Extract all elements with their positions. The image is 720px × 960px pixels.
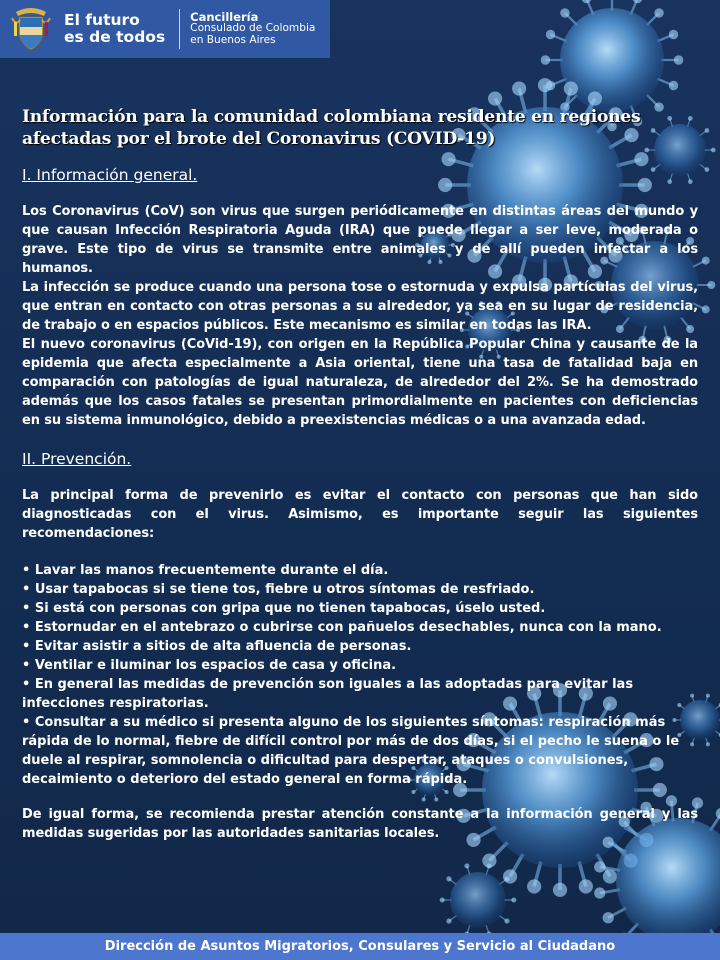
org-sub-1: Consulado de Colombia: [190, 22, 316, 35]
footer-bar: [0, 933, 720, 960]
list-item: • Lavar las manos frecuentemente durante el día.: [22, 563, 389, 578]
list-item: • Evitar asistir a sitios de alta afluencia de personas.: [22, 639, 412, 654]
header-divider: [179, 9, 180, 49]
main-content: [22, 106, 698, 843]
recommendations-list: [22, 561, 698, 789]
list-item: • Estornudar en el antebrazo o cubrirse con pañuelos desechables, nunca con la mano.: [22, 620, 662, 635]
list-item: • Usar tapabocas si se tiene tos, fiebre u otros síntomas de resfriado.: [22, 582, 535, 597]
footer-text: Dirección de Asuntos Migratorios, Consulares y Servicio al Ciudadano: [104, 939, 616, 954]
list-item: • Consultar a su médico si presenta alguno de los siguientes síntomas: respiración más rápida de lo normal, fiebre de difícil control por más de dos días, si el pecho le suena o le duele al respirar, somnolencia o dificultad para despertar, ataques o convulsiones, decaimiento o deterioro del estado general en forma rápida.: [22, 715, 680, 787]
org-sub-2: en Buenos Aires: [190, 33, 276, 46]
section-heading-general: I. Información general.: [22, 166, 198, 184]
motto-line-2: es de todos: [64, 28, 166, 46]
paragraph: Los Coronavirus (CoV) son virus que surgen periódicamente en distintas áreas del mundo y que causan Infección Respiratoria Aguda (IRA) que puede llegar a ser leve, moderada o grave. Este tipo de virus se transmite entre animales y de allí pueden infectar a los humanos.: [22, 204, 698, 276]
page-title: Información para la comunidad colombiana residente en regiones afectadas por el brote del Coronavirus (COVID-19): [22, 107, 641, 149]
list-item: • Si está con personas con gripa que no tienen tapabocas, úselo usted.: [22, 601, 546, 616]
paragraph: El nuevo coronavirus (CoVid-19), con origen en la República Popular China y causante de la epidemia que afecta especialmente a Asia oriental, tiene una tasa de fatalidad baja en comparación con patologías de igual naturaleza, de alrededor del 2%. Se ha demostrado además que los casos fatales se presentan primordialmente en pacientes con deficiencias en su sistema inmunológico, debido a preexistencias médicas o a una avanzada edad.: [22, 337, 698, 428]
header-bar: [0, 0, 330, 58]
motto-line-1: El futuro: [64, 11, 140, 29]
prevention-intro: La principal forma de prevenirlo es evitar el contacto con personas que han sido diagnosticadas con el virus. Asimismo, es importante seguir las siguientes recomendaciones:: [22, 488, 698, 541]
colombia-coat-of-arms-icon: [10, 6, 52, 52]
list-item: • En general las medidas de prevención son iguales a las adoptadas para evitar las infecciones respiratorias.: [22, 677, 634, 711]
paragraph: La infección se produce cuando una persona tose o estornuda y expulsa partículas del virus, que entran en contacto con otras personas a su alrededor, ya sea en su lugar de residencia, de trabajo o en espacios públicos. Este mecanismo es similar en todas las IRA.: [22, 280, 698, 333]
organization: [190, 9, 316, 47]
closing-paragraph: De igual forma, se recomienda prestar atención constante a la información general y las medidas sugeridas por las autoridades sanitarias locales.: [22, 807, 698, 841]
motto: [64, 12, 165, 46]
org-name: Cancillería: [190, 9, 259, 24]
section-heading-prevention: II. Prevención.: [22, 450, 132, 468]
list-item: • Ventilar e iluminar los espacios de casa y oficina.: [22, 658, 397, 673]
